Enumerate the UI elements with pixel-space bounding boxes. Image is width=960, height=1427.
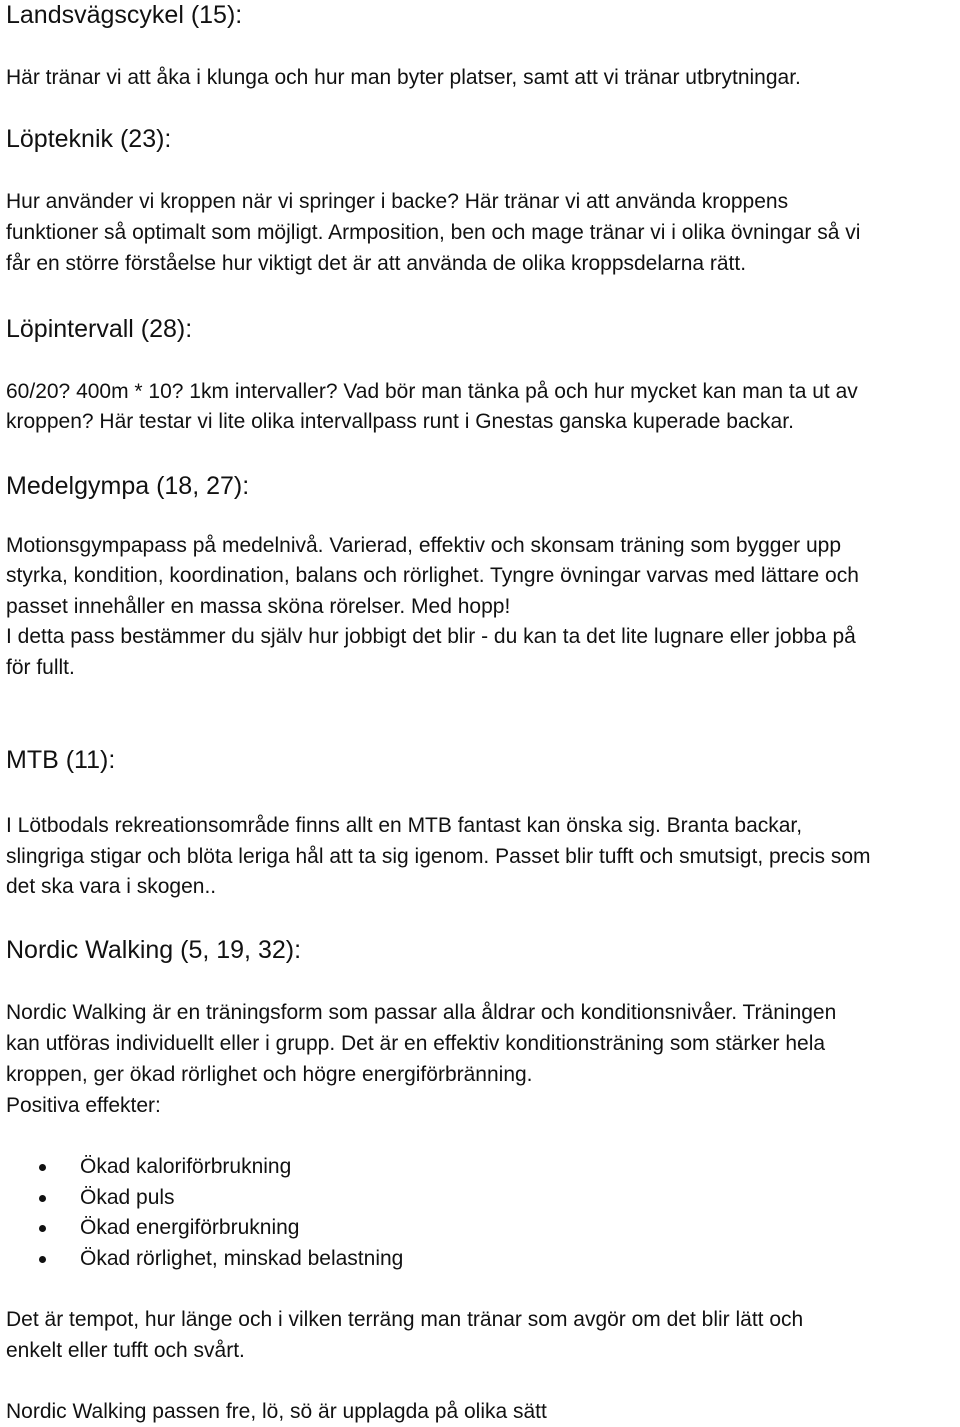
paragraph-line: Nordic Walking passen fre, lö, sö är upplagda på olika sätt: [6, 1400, 547, 1423]
list-item-label: Ökad puls: [80, 1186, 175, 1209]
section-heading-nordic-walking: Nordic Walking (5, 19, 32):: [6, 936, 302, 964]
bullet-icon: [39, 1225, 46, 1232]
section-heading-medelgympa: Medelgympa (18, 27):: [6, 472, 250, 500]
paragraph-line: Det är tempot, hur länge och i vilken terräng man tränar som avgör om det blir lätt och: [6, 1308, 804, 1331]
paragraph-line: Hur använder vi kroppen när vi springer i backe? Här tränar vi att använda kroppens: [6, 190, 789, 213]
paragraph-line: kroppen? Här testar vi lite olika intervallpass runt i Gnestas ganska kuperade backar.: [6, 410, 794, 433]
paragraph-line: Positiva effekter:: [6, 1094, 161, 1117]
paragraph-line: I detta pass bestämmer du själv hur jobbigt det blir - du kan ta det lite lugnare eller jobba på: [6, 625, 856, 648]
paragraph-line: Motionsgympapass på medelnivå. Varierad, effektiv och skonsam träning som bygger upp: [6, 534, 841, 557]
paragraph-line: 60/20? 400m * 10? 1km intervaller? Vad bör man tänka på och hur mycket kan man ta ut av: [6, 380, 858, 403]
paragraph-line: I Lötbodals rekreationsområde finns allt en MTB fantast kan önska sig. Branta backar,: [6, 814, 803, 837]
paragraph-line: slingriga stigar och blöta leriga hål att ta sig igenom. Passet blir tufft och smutsigt, precis som: [6, 845, 871, 868]
paragraph-line: kan utföras individuellt eller i grupp. Det är en effektiv konditionsträning som stärker hela: [6, 1032, 826, 1055]
bullet-icon: [39, 1256, 46, 1263]
paragraph-line: kroppen, ger ökad rörlighet och högre energiförbränning.: [6, 1063, 533, 1086]
paragraph-line: passet innehåller en massa sköna rörelser. Med hopp!: [6, 595, 511, 618]
section-heading-lopteknik: Löpteknik (23):: [6, 125, 172, 153]
bullet-icon: [39, 1195, 46, 1202]
paragraph-line: det ska vara i skogen..: [6, 875, 217, 898]
paragraph-line: får en större förståelse hur viktigt det är att använda de olika kroppsdelarna rätt.: [6, 252, 747, 275]
list-item-label: Ökad kaloriförbrukning: [80, 1155, 292, 1178]
section-heading-lopintervall: Löpintervall (28):: [6, 315, 193, 343]
paragraph-line: enkelt eller tufft och svårt.: [6, 1339, 245, 1362]
bullet-icon: [39, 1164, 46, 1171]
list-item-label: Ökad rörlighet, minskad belastning: [80, 1247, 404, 1270]
section-heading-landsvagscykel: Landsvägscykel (15):: [6, 1, 243, 29]
section-heading-mtb: MTB (11):: [6, 746, 116, 774]
paragraph-line: styrka, kondition, koordination, balans och rörlighet. Tyngre övningar varvas med lättare och: [6, 564, 859, 587]
paragraph-line: Här tränar vi att åka i klunga och hur man byter platser, samt att vi tränar utbrytningar.: [6, 66, 801, 89]
paragraph-line: för fullt.: [6, 656, 75, 679]
paragraph-line: Nordic Walking är en träningsform som passar alla åldrar och konditionsnivåer. Träningen: [6, 1001, 837, 1024]
list-item-label: Ökad energiförbrukning: [80, 1216, 300, 1239]
paragraph-line: funktioner så optimalt som möjligt. Armposition, ben och mage tränar vi i olika övningar så vi: [6, 221, 861, 244]
